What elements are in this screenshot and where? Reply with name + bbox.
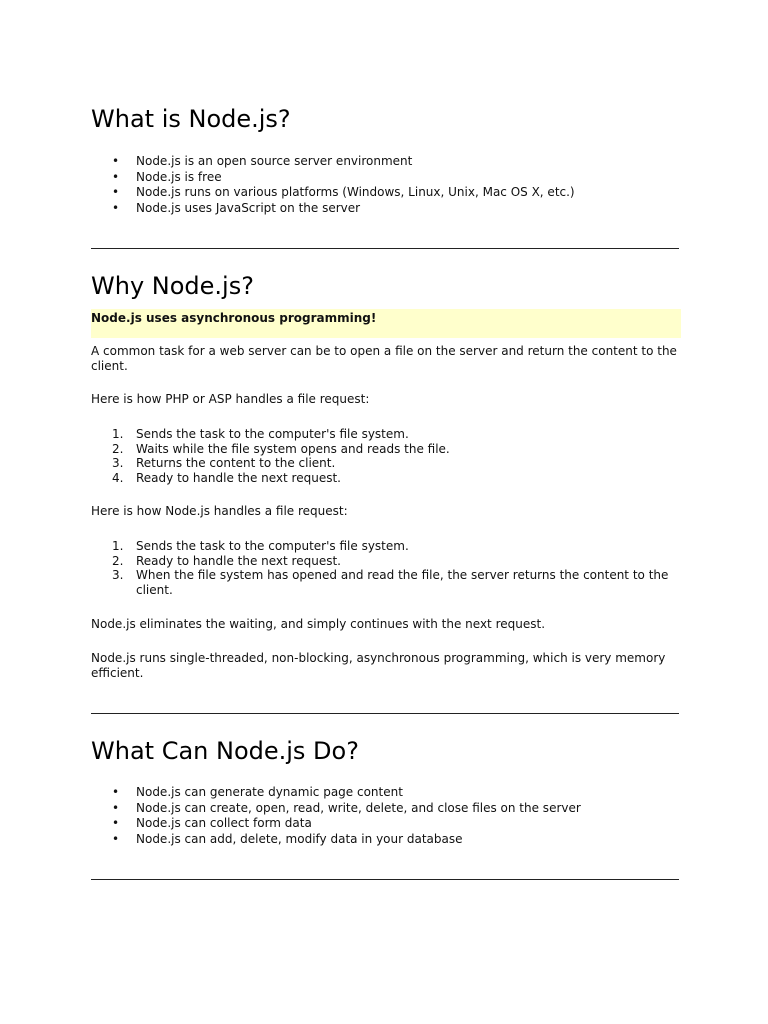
list-item: Ready to handle the next request. <box>136 471 341 486</box>
list-item: Waits while the file system opens and reads the file. <box>136 441 450 456</box>
list-item: When the file system has opened and read the file, the server returns the content to the client. <box>136 568 669 598</box>
paragraph-node-intro: Here is how Node.js handles a file request: <box>91 504 348 518</box>
list-item: Sends the task to the computer's file system. <box>136 539 409 553</box>
capabilities-list <box>91 785 679 847</box>
list-item: • Node.js runs on various platforms (Windows, Linux, Unix, Mac OS X, etc.) <box>91 185 679 201</box>
paragraph-single-threaded: Node.js runs single-threaded, non-blocking, asynchronous programming, which is very memory efficient. <box>91 651 666 680</box>
list-item: Ready to handle the next request. <box>136 553 341 568</box>
list-item: • Node.js can create, open, read, write, delete, and close files on the server <box>91 801 679 817</box>
list-item: • Node.js is free <box>91 170 679 186</box>
divider <box>91 713 679 714</box>
list-item: • Node.js is an open source server environment <box>91 154 679 170</box>
heading-what-can-nodejs-do: What Can Node.js Do? <box>91 737 359 765</box>
paragraph-eliminates-waiting: Node.js eliminates the waiting, and simply continues with the next request. <box>91 617 546 631</box>
node-steps-list <box>91 539 679 598</box>
list-item: • Node.js can generate dynamic page content <box>91 785 679 801</box>
paragraph-common-task: A common task for a web server can be to open a file on the server and return the content to the client. <box>91 344 677 373</box>
list-item: • Node.js uses JavaScript on the server <box>91 201 679 217</box>
list-item: • Node.js can collect form data <box>91 816 679 832</box>
divider <box>91 879 679 880</box>
heading-what-is-nodejs: What is Node.js? <box>91 105 291 133</box>
list-item: • Node.js can add, delete, modify data in your database <box>91 832 679 848</box>
heading-why-nodejs: Why Node.js? <box>91 272 254 300</box>
list-item: Sends the task to the computer's file system. <box>136 427 409 441</box>
what-is-list <box>91 154 679 216</box>
highlight-note: Node.js uses asynchronous programming! <box>91 309 681 338</box>
divider <box>91 248 679 249</box>
php-steps-list <box>91 427 679 486</box>
list-item: Returns the content to the client. <box>136 456 336 471</box>
paragraph-php-intro: Here is how PHP or ASP handles a file request: <box>91 392 370 406</box>
